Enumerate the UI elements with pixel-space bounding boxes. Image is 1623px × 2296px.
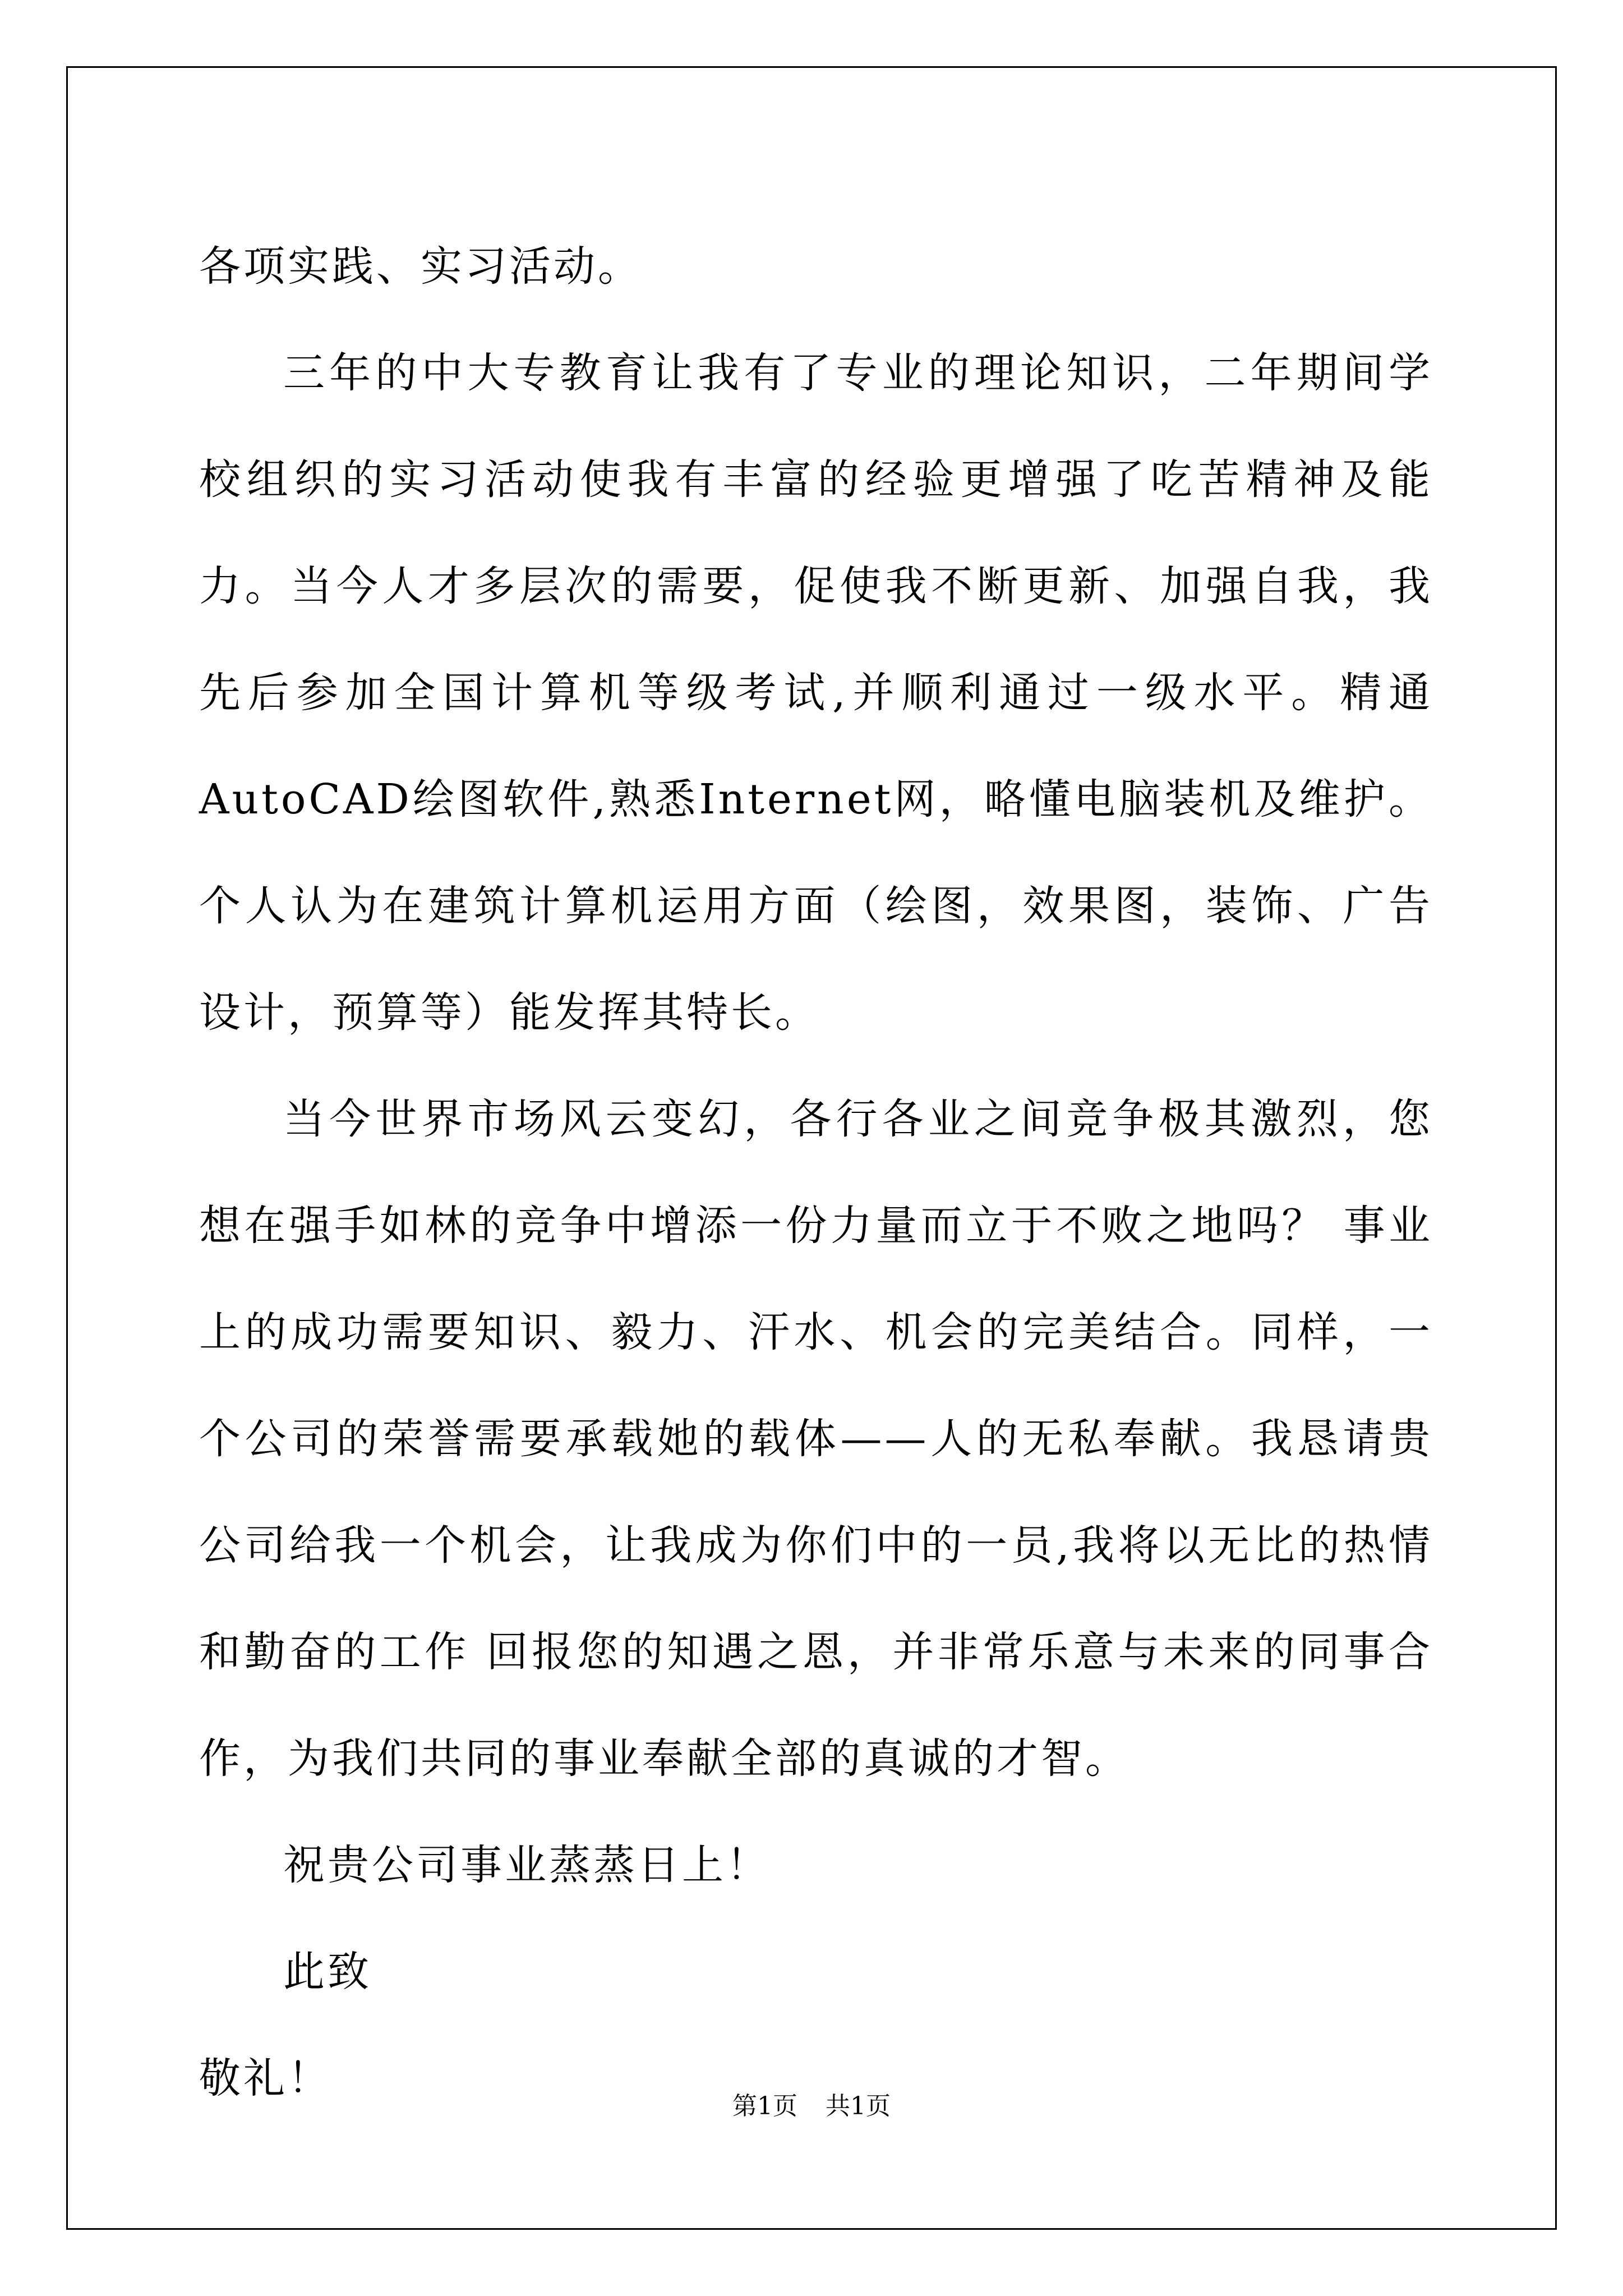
page-number-current: 第1页 (732, 2092, 797, 2120)
paragraph-education: 三年的中大专教育让我有了专业的理论知识，二年期间学校组织的实习活动使我有丰富的经验更增强了吃苦精神及能力。当今人才多层次的需要，促使我不断更新、加强自我，我先后参加全国计算机等级考试,并顺利通过一级水平。精通AutoCAD绘图软件,熟悉Internet网，略懂电脑装机及维护。个人认为在建筑计算机运用方面（绘图，效果图，装饰、广告设计，预算等）能发挥其特长。 (199, 349, 1433, 1037)
paragraph-salutation: 敬礼！ (199, 2054, 332, 2102)
paragraph-market: 当今世界市场风云变幻，各行各业之间竞争极其激烈，您想在强手如林的竞争中增添一份力量而立于不败之地吗？ 事业上的成功需要知识、毅力、汗水、机会的完美结合。同样，一个公司的荣誉需要承载她的载体——人的无私奉献。我恳请贵公司给我一个机会，让我成为你们中的一员,我将以无比的热情和勤奋的工作 回报您的知遇之恩，并非常乐意与未来的同事合作，为我们共同的事业奉献全部的真诚的才智。 (199, 1095, 1433, 1783)
page-footer (0, 2086, 1623, 2122)
paragraph-opening: 各项实践、实习活动。 (199, 242, 642, 291)
page-number-total: 共1页 (826, 2092, 891, 2120)
paragraph-wish: 祝贵公司事业蒸蒸日上！ (283, 1841, 771, 1889)
paragraph-closing: 此致 (283, 1948, 372, 1996)
document-body (199, 213, 1433, 2132)
